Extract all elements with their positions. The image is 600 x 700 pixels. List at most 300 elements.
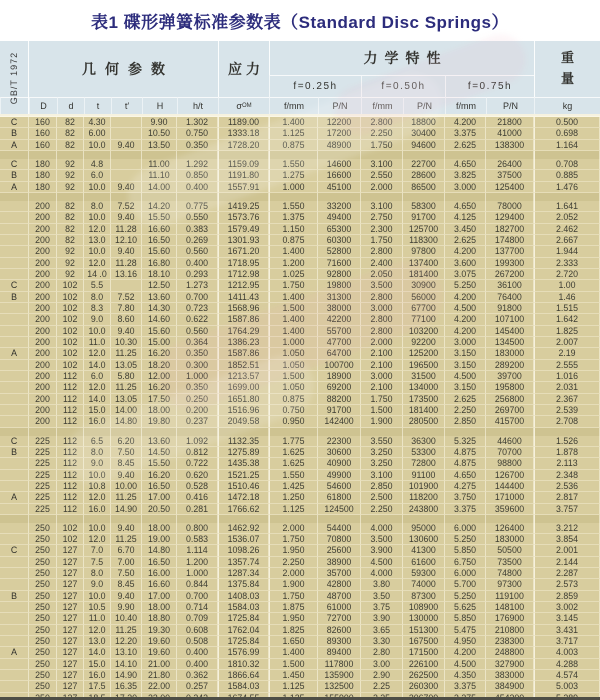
value-cell: 11.25 (111, 625, 142, 636)
value-cell: 82600 (318, 625, 361, 636)
value-cell: 14.80 (142, 545, 177, 556)
series-letter-cell (0, 416, 29, 427)
value-cell: 1568.96 (218, 303, 269, 314)
value-cell: 1728.20 (218, 140, 269, 151)
value-cell: 13.0 (84, 235, 111, 246)
value-cell: 1.050 (269, 348, 318, 359)
value-cell: 5.850 (445, 613, 486, 624)
value-cell: 16.20 (142, 382, 177, 393)
value-cell: 14 .0 (84, 269, 111, 280)
value-cell: 14.90 (111, 670, 142, 681)
value-cell: 0.350 (177, 382, 218, 393)
value-cell (218, 151, 269, 159)
value-cell: 50500 (486, 545, 534, 556)
value-cell: 14.0 (84, 647, 111, 658)
value-cell: 94600 (403, 140, 445, 151)
value-cell: 89300 (318, 636, 361, 647)
value-cell: 195800 (486, 382, 534, 393)
value-cell: 1.750 (361, 235, 403, 246)
col-t: t (84, 97, 111, 114)
value-cell: 142400 (318, 416, 361, 427)
value-cell: 1587.86 (218, 348, 269, 359)
value-cell: 1866.64 (218, 670, 269, 681)
value-cell: 15.60 (142, 326, 177, 337)
value-cell: 11.28 (111, 258, 142, 269)
value-cell: 0.583 (177, 534, 218, 545)
value-cell: 22700 (403, 159, 445, 170)
value-cell: 1.500 (269, 659, 318, 670)
value-cell: 1.200 (177, 557, 218, 568)
value-cell: 91800 (486, 303, 534, 314)
series-letter-cell (0, 151, 29, 159)
value-cell: 1213.57 (218, 371, 269, 382)
value-cell: 1584.03 (218, 602, 269, 613)
value-cell: 2.100 (361, 382, 403, 393)
value-cell: 1411.43 (218, 292, 269, 303)
group-mechanical: 力学特性 (269, 41, 534, 75)
value-cell: 55700 (318, 326, 361, 337)
value-cell: 12.0 (84, 534, 111, 545)
value-cell: 200 (29, 201, 57, 212)
value-cell: 1.875 (269, 602, 318, 613)
value-cell: 0.400 (177, 659, 218, 670)
value-cell: 14.80 (111, 416, 142, 427)
value-cell: 25600 (318, 545, 361, 556)
value-cell: 48900 (318, 140, 361, 151)
value-cell: 225 (29, 470, 57, 481)
value-cell: 12.50 (142, 280, 177, 291)
value-cell: 173500 (403, 394, 445, 405)
value-cell: 127 (57, 636, 84, 647)
value-cell: 2.250 (361, 128, 403, 139)
value-cell: 14.0 (84, 394, 111, 405)
value-cell: 11.25 (111, 348, 142, 359)
value-cell: 183000 (486, 348, 534, 359)
value-cell (534, 151, 600, 159)
value-cell: 0.383 (177, 224, 218, 235)
series-letter-cell (0, 681, 29, 692)
value-cell: 2.000 (269, 568, 318, 579)
value-cell: 2.113 (534, 458, 600, 469)
value-cell: 127 (57, 568, 84, 579)
value-cell: 256800 (486, 394, 534, 405)
value-cell: 30900 (403, 280, 445, 291)
value-cell: 7.52 (111, 201, 142, 212)
value-cell: 0.875 (269, 140, 318, 151)
value-cell: 0.350 (177, 140, 218, 151)
value-cell: 12.0 (84, 492, 111, 503)
col-sigma-om: σ OM (218, 97, 269, 114)
value-cell: 112 (57, 481, 84, 492)
value-cell: 2.100 (361, 360, 403, 371)
table-row (0, 670, 600, 681)
value-cell: 17.50 (142, 394, 177, 405)
value-cell: 8.3 (84, 303, 111, 314)
page-title: 表1 碟形弹簧标准参数表（Standard Disc Springs） (91, 13, 509, 32)
value-cell: 1.450 (269, 670, 318, 681)
value-cell: 42800 (318, 579, 361, 590)
value-cell: 250 (29, 625, 57, 636)
value-cell: 17.00 (142, 492, 177, 503)
value-cell: 112 (57, 394, 84, 405)
value-cell: 0.622 (177, 314, 218, 325)
value-cell: 200 (29, 235, 57, 246)
value-cell: 49900 (318, 470, 361, 481)
value-cell: 1536.07 (218, 534, 269, 545)
value-cell: 1510.46 (218, 481, 269, 492)
value-cell: 18.10 (142, 269, 177, 280)
value-cell (318, 193, 361, 201)
value-cell: 138300 (486, 140, 534, 151)
value-cell: 127 (57, 557, 84, 568)
value-cell: 1375.84 (218, 579, 269, 590)
value-cell: 127 (57, 545, 84, 556)
table-row (0, 481, 600, 492)
value-cell: 37500 (486, 170, 534, 181)
value-cell: 125400 (486, 182, 534, 193)
value-cell: 8.45 (111, 458, 142, 469)
deflection-f25-label: f=0.25h (269, 75, 361, 97)
value-cell: 10.40 (111, 613, 142, 624)
value-cell (269, 151, 318, 159)
value-cell: 200 (29, 292, 57, 303)
value-cell: 4.650 (445, 159, 486, 170)
value-cell (142, 428, 177, 436)
table-row (0, 314, 600, 325)
value-cell: 135900 (318, 670, 361, 681)
value-cell: 0.528 (177, 481, 218, 492)
value-cell: 9.40 (111, 140, 142, 151)
series-letter-cell: B (0, 447, 29, 458)
value-cell: 19.30 (142, 625, 177, 636)
value-cell: 16.50 (142, 481, 177, 492)
value-cell: 0.800 (177, 523, 218, 534)
series-letter-cell (0, 371, 29, 382)
value-cell: 2.720 (534, 269, 600, 280)
value-cell: 3.500 (361, 280, 403, 291)
value-cell: 0.416 (177, 492, 218, 503)
value-cell: 3.450 (445, 224, 486, 235)
value-cell: 15.60 (142, 246, 177, 257)
value-cell: 4.125 (445, 212, 486, 223)
value-cell: 18.00 (142, 523, 177, 534)
value-cell: 100700 (318, 360, 361, 371)
value-cell: 9.40 (111, 470, 142, 481)
value-cell: 4.500 (445, 659, 486, 670)
value-cell: 0.775 (177, 201, 218, 212)
value-cell: 200 (29, 326, 57, 337)
value-cell: 19800 (318, 280, 361, 291)
value-cell: 5.80 (111, 371, 142, 382)
value-cell: 132500 (318, 681, 361, 692)
value-cell: 171500 (403, 647, 445, 658)
value-cell: 38000 (318, 303, 361, 314)
value-cell: 12200 (318, 117, 361, 128)
value-cell: 3.717 (534, 636, 600, 647)
series-letter-cell (0, 405, 29, 416)
value-cell: 0.364 (177, 337, 218, 348)
value-cell: 3.002 (534, 602, 600, 613)
value-cell (403, 515, 445, 523)
value-cell: 30400 (403, 128, 445, 139)
value-cell: 2.850 (445, 416, 486, 427)
table-row (0, 545, 600, 556)
value-cell: 13.60 (142, 436, 177, 447)
value-cell: 18.20 (142, 360, 177, 371)
value-cell: 1.000 (269, 337, 318, 348)
value-cell: 14.0 (84, 360, 111, 371)
value-cell (57, 151, 84, 159)
value-cell (218, 193, 269, 201)
value-cell: 10.0 (84, 246, 111, 257)
value-cell: 124500 (318, 504, 361, 515)
value-cell: 72800 (403, 458, 445, 469)
value-cell: 8.0 (84, 568, 111, 579)
value-cell: 8.45 (111, 579, 142, 590)
table-row (0, 647, 600, 658)
value-cell: 92 (57, 246, 84, 257)
value-cell (111, 151, 142, 159)
value-cell: 1.825 (269, 625, 318, 636)
value-cell: 1301.93 (218, 235, 269, 246)
table-row (0, 371, 600, 382)
value-cell: 13.05 (111, 394, 142, 405)
value-cell: 91100 (403, 470, 445, 481)
value-cell: 4.275 (445, 481, 486, 492)
value-cell: 0.293 (177, 269, 218, 280)
series-letter-cell (0, 337, 29, 348)
value-cell: 102 (57, 326, 84, 337)
value-cell: 210800 (486, 625, 534, 636)
value-cell: 6.20 (111, 436, 142, 447)
value-cell: 44600 (486, 436, 534, 447)
value-cell: 92 (57, 258, 84, 269)
value-cell: 2.100 (361, 348, 403, 359)
value-cell: 52800 (318, 246, 361, 257)
value-cell: 0.875 (269, 235, 318, 246)
value-cell: 16.00 (142, 568, 177, 579)
value-cell: 54600 (318, 481, 361, 492)
value-cell (57, 193, 84, 201)
value-cell: 6.70 (111, 545, 142, 556)
table-row (0, 382, 600, 393)
value-cell: 3.075 (445, 269, 486, 280)
value-cell: 225 (29, 436, 57, 447)
value-cell: 1212.95 (218, 280, 269, 291)
value-cell: 2.001 (534, 545, 600, 556)
value-cell: 11.25 (111, 492, 142, 503)
value-cell: 0.400 (177, 258, 218, 269)
value-cell: 12.10 (111, 235, 142, 246)
value-cell: 7.00 (111, 557, 142, 568)
value-cell: 4.200 (445, 117, 486, 128)
value-cell: 16.80 (142, 258, 177, 269)
value-cell: 40900 (318, 458, 361, 469)
value-cell (445, 515, 486, 523)
value-cell: 1.650 (269, 636, 318, 647)
value-cell: 39700 (486, 371, 534, 382)
value-cell: 69200 (318, 382, 361, 393)
value-cell: 1.400 (269, 326, 318, 337)
value-cell: 0.750 (269, 405, 318, 416)
value-cell: 1.641 (534, 201, 600, 212)
value-cell: 1.476 (534, 182, 600, 193)
value-cell: 0.500 (534, 117, 600, 128)
value-cell: 1.500 (361, 405, 403, 416)
table-row (0, 140, 600, 151)
value-cell (361, 515, 403, 523)
value-cell: 19.60 (142, 636, 177, 647)
value-cell: 1.46 (534, 292, 600, 303)
value-cell: 126400 (486, 523, 534, 534)
value-cell: 1.150 (269, 224, 318, 235)
value-cell: 1766.62 (218, 504, 269, 515)
value-cell: 72700 (318, 613, 361, 624)
value-cell: 16.60 (142, 579, 177, 590)
value-cell (111, 128, 142, 139)
value-cell: 2.333 (534, 258, 600, 269)
table-row (0, 326, 600, 337)
value-cell: 250 (29, 659, 57, 670)
value-cell: 3.100 (361, 201, 403, 212)
value-cell: 250 (29, 681, 57, 692)
value-cell: 1159.09 (218, 159, 269, 170)
value-cell: 92 (57, 182, 84, 193)
value-cell: 12.0 (84, 382, 111, 393)
value-cell: 145400 (486, 326, 534, 337)
value-cell (177, 193, 218, 201)
value-cell: 3.375 (445, 128, 486, 139)
value-cell: 127 (57, 659, 84, 670)
value-cell: 0.550 (177, 212, 218, 223)
value-cell: 2.536 (534, 481, 600, 492)
col-h-over-t: h/t (177, 97, 218, 114)
value-cell: 7.0 (84, 545, 111, 556)
value-cell: 12.0 (84, 224, 111, 235)
value-cell: 6.000 (445, 523, 486, 534)
table-row (0, 360, 600, 371)
value-cell: 1.302 (177, 117, 218, 128)
value-cell: 11.10 (142, 170, 177, 181)
value-cell (177, 515, 218, 523)
value-cell: 18800 (403, 117, 445, 128)
series-letter-cell (0, 636, 29, 647)
series-letter-cell (0, 613, 29, 624)
value-cell: 180 (29, 182, 57, 193)
value-cell: 1.500 (269, 303, 318, 314)
value-cell: 0.560 (177, 326, 218, 337)
value-cell: 1.750 (269, 280, 318, 291)
value-cell (318, 151, 361, 159)
value-cell: 0.281 (177, 504, 218, 515)
value-cell: 102 (57, 280, 84, 291)
value-cell: 7.5 (84, 557, 111, 568)
value-cell: 8.60 (111, 314, 142, 325)
value-cell: 1.050 (269, 360, 318, 371)
table-row (0, 212, 600, 223)
value-cell: 10.0 (84, 182, 111, 193)
value-cell: 2.050 (361, 269, 403, 280)
value-cell: 15.0 (84, 659, 111, 670)
value-cell (218, 515, 269, 523)
value-cell: 4.574 (534, 670, 600, 681)
value-cell: 1.625 (269, 458, 318, 469)
value-cell: 160 (29, 140, 57, 151)
value-cell: 9.40 (111, 523, 142, 534)
col-f25-pn: P/N (318, 97, 361, 114)
value-cell: 3.75 (361, 602, 403, 613)
value-cell: 89400 (318, 647, 361, 658)
col-f25-fmm: f/mm (269, 97, 318, 114)
value-cell: 10.0 (84, 470, 111, 481)
value-cell: 3.000 (445, 337, 486, 348)
value-cell (534, 515, 600, 523)
value-cell: 181400 (403, 405, 445, 416)
value-cell: 3.250 (361, 458, 403, 469)
series-letter-cell (0, 625, 29, 636)
value-cell: 10.0 (84, 140, 111, 151)
value-cell: 18900 (318, 371, 361, 382)
value-cell: 88200 (318, 394, 361, 405)
value-cell: 41000 (486, 128, 534, 139)
value-cell: 1.550 (269, 470, 318, 481)
series-letter-cell (0, 481, 29, 492)
value-cell (403, 428, 445, 436)
value-cell (318, 515, 361, 523)
value-cell: 16.0 (84, 416, 111, 427)
value-cell: 82 (57, 117, 84, 128)
value-cell: 3.150 (445, 360, 486, 371)
series-letter-cell (0, 235, 29, 246)
value-cell: 10.00 (111, 481, 142, 492)
table-row (0, 246, 600, 257)
value-cell: 127 (57, 647, 84, 658)
value-cell: 60300 (318, 235, 361, 246)
value-cell: 0.723 (177, 303, 218, 314)
value-cell: 18.80 (142, 613, 177, 624)
value-cell: 1557.91 (218, 182, 269, 193)
value-cell: 7.52 (111, 292, 142, 303)
value-cell: 5.625 (445, 602, 486, 613)
value-cell (111, 193, 142, 201)
value-cell: 112 (57, 371, 84, 382)
value-cell: 4.30 (84, 117, 111, 128)
value-cell: 180 (29, 170, 57, 181)
separator-row (0, 428, 600, 436)
value-cell: 1.950 (269, 545, 318, 556)
value-cell: 86500 (403, 182, 445, 193)
series-letter-cell: B (0, 591, 29, 602)
value-cell: 1587.86 (218, 314, 269, 325)
value-cell: 2.031 (534, 382, 600, 393)
value-cell: 3.50 (361, 591, 403, 602)
value-cell: 1.275 (269, 170, 318, 181)
value-cell: 92 (57, 269, 84, 280)
value-cell: 359600 (486, 504, 534, 515)
value-cell: 176900 (486, 613, 534, 624)
value-cell: 4.200 (445, 647, 486, 658)
value-cell: 14.90 (111, 504, 142, 515)
value-cell: 151300 (403, 625, 445, 636)
value-cell: 15.50 (142, 212, 177, 223)
value-cell: 1191.80 (218, 170, 269, 181)
value-cell: 127 (57, 681, 84, 692)
value-cell (218, 428, 269, 436)
col-f50-fmm: f/mm (361, 97, 403, 114)
value-cell: 30600 (318, 447, 361, 458)
value-cell: 14.00 (111, 405, 142, 416)
value-cell: 102 (57, 360, 84, 371)
